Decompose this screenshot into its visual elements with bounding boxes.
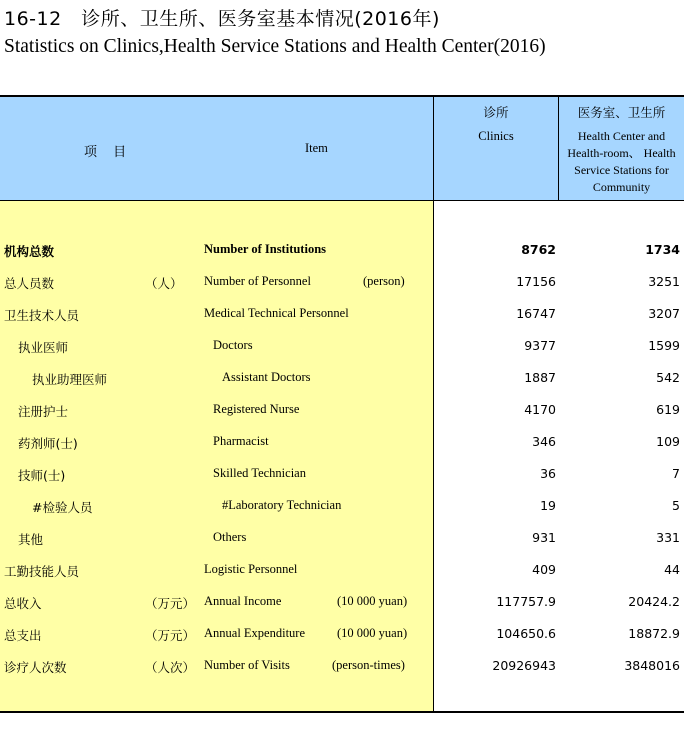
table-row [0,370,684,390]
row-label-cn: 执业医师 [18,340,69,355]
row-label-en: Number of Visits [204,658,290,672]
row-value-health-center: 5 [672,498,680,513]
row-label-en: Doctors [213,338,253,352]
row-label-cn: 注册护士 [18,404,69,419]
row-value-clinics: 9377 [524,338,556,353]
table-row [0,434,684,454]
row-value-clinics: 346 [532,434,556,449]
header-clinics-cn: 诊所 [483,105,509,120]
row-value-clinics: 16747 [516,306,556,321]
header-item-en: Item [305,141,328,155]
row-label-en: Annual Income [204,594,282,608]
table-bottom-rule [0,711,684,713]
row-label-cn: 机构总数 [4,244,55,259]
row-unit-en: (person) [363,274,405,288]
row-label-en: Pharmacist [213,434,269,448]
row-label-en: Annual Expenditure [204,626,306,640]
row-value-health-center: 1734 [645,242,680,257]
row-unit-cn: （万元） [145,628,196,643]
header-left-cell [0,97,433,200]
header-clinics-en: Clinics [478,129,514,143]
table-row [0,274,684,294]
row-label-en: Logistic Personnel [204,562,298,576]
header-rule [0,200,684,201]
row-value-clinics: 19 [540,498,556,513]
row-label-cn: 诊疗人次数 [4,660,67,675]
row-value-health-center: 331 [656,530,680,545]
row-value-clinics: 117757.9 [496,594,556,609]
row-label-cn: 执业助理医师 [32,372,108,387]
row-value-health-center: 3207 [648,306,680,321]
row-label-en: Number of Personnel [204,274,311,288]
row-value-health-center: 1599 [648,338,680,353]
table-row [0,402,684,422]
row-value-clinics: 409 [532,562,556,577]
row-value-clinics: 17156 [516,274,556,289]
row-unit-cn: （人） [145,276,183,291]
header-item-cn: 项 目 [84,145,133,160]
table-row [0,306,684,326]
row-value-clinics: 1887 [524,370,556,385]
row-value-health-center: 619 [656,402,680,417]
table-row [0,498,684,518]
table-row [0,626,684,646]
row-label-en: #Laboratory Technician [222,498,342,512]
row-value-health-center: 542 [656,370,680,385]
table-row [0,562,684,582]
row-label-en: Registered Nurse [213,402,300,416]
row-label-cn: 卫生技术人员 [4,308,80,323]
row-label-cn: 总人员数 [4,276,55,291]
row-value-health-center: 3848016 [624,658,680,673]
row-unit-en: (person-times) [332,658,405,672]
row-label-en: Skilled Technician [213,466,306,480]
row-unit-en: (10 000 yuan) [337,626,408,640]
row-label-en: Assistant Doctors [222,370,311,384]
row-label-cn: 工勤技能人员 [4,564,80,579]
page-title-en: Statistics on Clinics,Health Service Stations and Health Center(2016) [4,36,546,57]
table-row [0,530,684,550]
row-label-cn: 技师(士) [18,468,66,483]
row-value-clinics: 8762 [521,242,556,257]
statistics-table [0,95,684,713]
row-value-health-center: 7 [672,466,680,481]
page-title-cn: 16-12 诊所、卫生所、医务室基本情况(2016年) [4,8,440,30]
table-row [0,658,684,678]
row-label-cn: 其他 [18,532,44,547]
row-value-health-center: 44 [664,562,680,577]
row-value-health-center: 3251 [648,274,680,289]
row-unit-en: (10 000 yuan) [337,594,408,608]
row-label-cn: 药剂师(士) [18,436,78,451]
row-value-clinics: 36 [540,466,556,481]
table-top-rule [0,95,684,97]
row-label-cn: 总支出 [4,628,42,643]
row-value-clinics: 931 [532,530,556,545]
row-label-en: Others [213,530,247,544]
row-value-health-center: 109 [656,434,680,449]
row-label-cn: #检验人员 [32,500,93,515]
table-row [0,338,684,358]
row-unit-cn: （人次） [145,660,196,675]
table-row [0,242,684,262]
row-value-health-center: 20424.2 [628,594,680,609]
row-label-cn: 总收入 [4,596,42,611]
row-value-clinics: 20926943 [492,658,556,673]
header-health-center-cn: 医务室、卫生所 [577,105,666,120]
table-row [0,466,684,486]
row-value-clinics: 4170 [524,402,556,417]
row-value-health-center: 18872.9 [628,626,680,641]
header-health-center-en: Health Center and Health-room、 Health Service Stations for Community [567,129,676,194]
row-unit-cn: （万元） [145,596,196,611]
row-label-en: Number of Institutions [204,242,327,256]
row-label-en: Medical Technical Personnel [204,306,349,320]
row-value-clinics: 104650.6 [496,626,556,641]
table-row [0,594,684,614]
